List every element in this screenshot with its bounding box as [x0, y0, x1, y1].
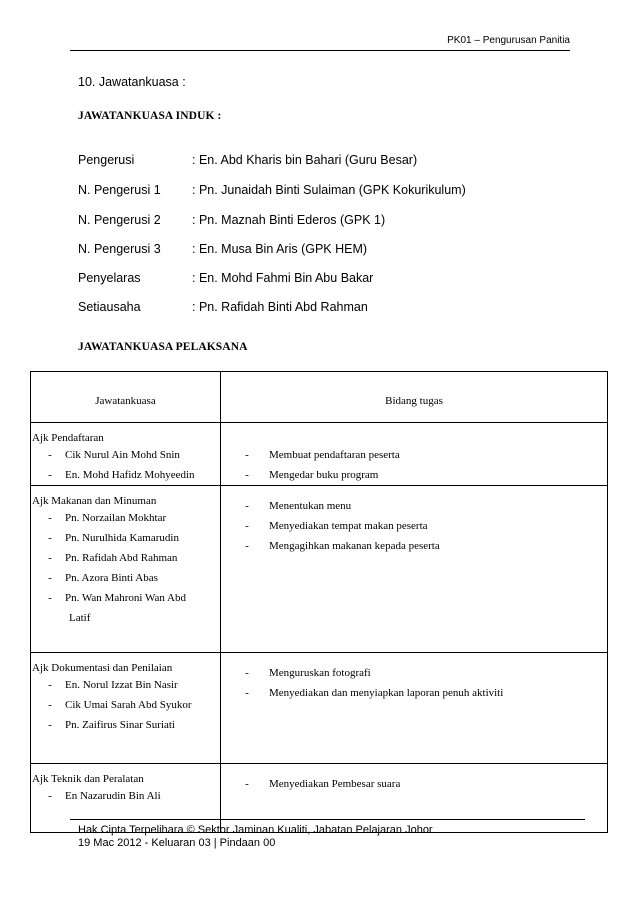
committee-cell — [31, 423, 221, 486]
committee-member: - Cik Umai Sarah Abd Syukor — [48, 699, 192, 711]
committee-member: - Pn. Norzailan Mokhtar — [48, 512, 167, 524]
induk-role: N. Pengerusi 1 — [78, 183, 161, 197]
tasks-cell — [221, 764, 608, 833]
tasks-cell — [221, 486, 608, 653]
task-item: - Menguruskan fotografi — [245, 667, 371, 679]
task-item: - Mengedar buku program — [245, 469, 379, 481]
committee-member: - Pn. Nurulhida Kamarudin — [48, 532, 179, 544]
column-header-jawatankuasa: Jawatankuasa — [31, 372, 221, 423]
committee-cell — [31, 764, 221, 833]
table-row — [31, 764, 608, 833]
committee-title: Ajk Pendaftaran — [32, 432, 104, 444]
table-row — [31, 423, 608, 486]
committee-member: - En Nazarudin Bin Ali — [48, 790, 161, 802]
committee-table — [30, 371, 608, 833]
committee-member: - Pn. Rafidah Abd Rahman — [48, 552, 178, 564]
committee-title: Ajk Teknik dan Peralatan — [32, 773, 144, 785]
footer-revision: 19 Mac 2012 - Keluaran 03 | Pindaan 00 — [78, 837, 276, 849]
task-item: - Menyediakan Pembesar suara — [245, 778, 401, 790]
induk-role: Penyelaras — [78, 271, 141, 285]
induk-role: Setiausaha — [78, 300, 141, 314]
section-title: 10. Jawatankuasa : — [78, 75, 186, 89]
column-header-bidang-tugas: Bidang tugas — [221, 372, 608, 423]
header-divider — [70, 50, 570, 51]
committee-title: Ajk Makanan dan Minuman — [32, 495, 157, 507]
committee-member: - En. Norul Izzat Bin Nasir — [48, 679, 178, 691]
task-item: - Menentukan menu — [245, 500, 352, 512]
pelaksana-heading: JAWATANKUASA PELAKSANA — [78, 341, 248, 353]
table-row — [31, 653, 608, 764]
committee-title: Ajk Dokumentasi dan Penilaian — [32, 662, 173, 674]
tasks-cell — [221, 423, 608, 486]
induk-name: : Pn. Junaidah Binti Sulaiman (GPK Kokurikulum) — [192, 183, 466, 197]
committee-cell — [31, 486, 221, 653]
footer-copyright: Hak Cipta Terpelihara © Sektor Jaminan Kualiti, Jabatan Pelajaran Johor — [78, 824, 433, 836]
table-header-row — [31, 372, 608, 423]
committee-member: - En. Mohd Hafidz Mohyeedin — [48, 469, 195, 481]
task-item: - Membuat pendaftaran peserta — [245, 449, 400, 461]
committee-member-continuation: Latif — [69, 612, 91, 624]
task-item: - Mengagihkan makanan kepada peserta — [245, 540, 440, 552]
page-header: PK01 – Pengurusan Panitia — [447, 35, 570, 46]
committee-cell — [31, 653, 221, 764]
page-footer — [78, 824, 433, 850]
committee-member: - Pn. Wan Mahroni Wan Abd — [48, 592, 186, 604]
tasks-cell — [221, 653, 608, 764]
footer-divider — [70, 819, 585, 820]
committee-member: - Cik Nurul Ain Mohd Snin — [48, 449, 180, 461]
induk-name: : En. Mohd Fahmi Bin Abu Bakar — [192, 271, 374, 285]
task-item: - Menyediakan dan menyiapkan laporan penuh aktiviti — [245, 687, 504, 699]
task-item: - Menyediakan tempat makan peserta — [245, 520, 428, 532]
induk-role: N. Pengerusi 3 — [78, 242, 161, 256]
committee-member: - Pn. Azora Binti Abas — [48, 572, 158, 584]
induk-name: : En. Musa Bin Aris (GPK HEM) — [192, 242, 368, 256]
induk-heading: JAWATANKUASA INDUK : — [78, 110, 222, 122]
table-row — [31, 486, 608, 653]
induk-name: : En. Abd Kharis bin Bahari (Guru Besar) — [192, 153, 418, 167]
committee-member: - Pn. Zaifirus Sinar Suriati — [48, 719, 175, 731]
induk-role: Pengerusi — [78, 153, 135, 167]
induk-name: : Pn. Maznah Binti Ederos (GPK 1) — [192, 213, 386, 227]
induk-role: N. Pengerusi 2 — [78, 213, 161, 227]
induk-name: : Pn. Rafidah Binti Abd Rahman — [192, 300, 368, 314]
